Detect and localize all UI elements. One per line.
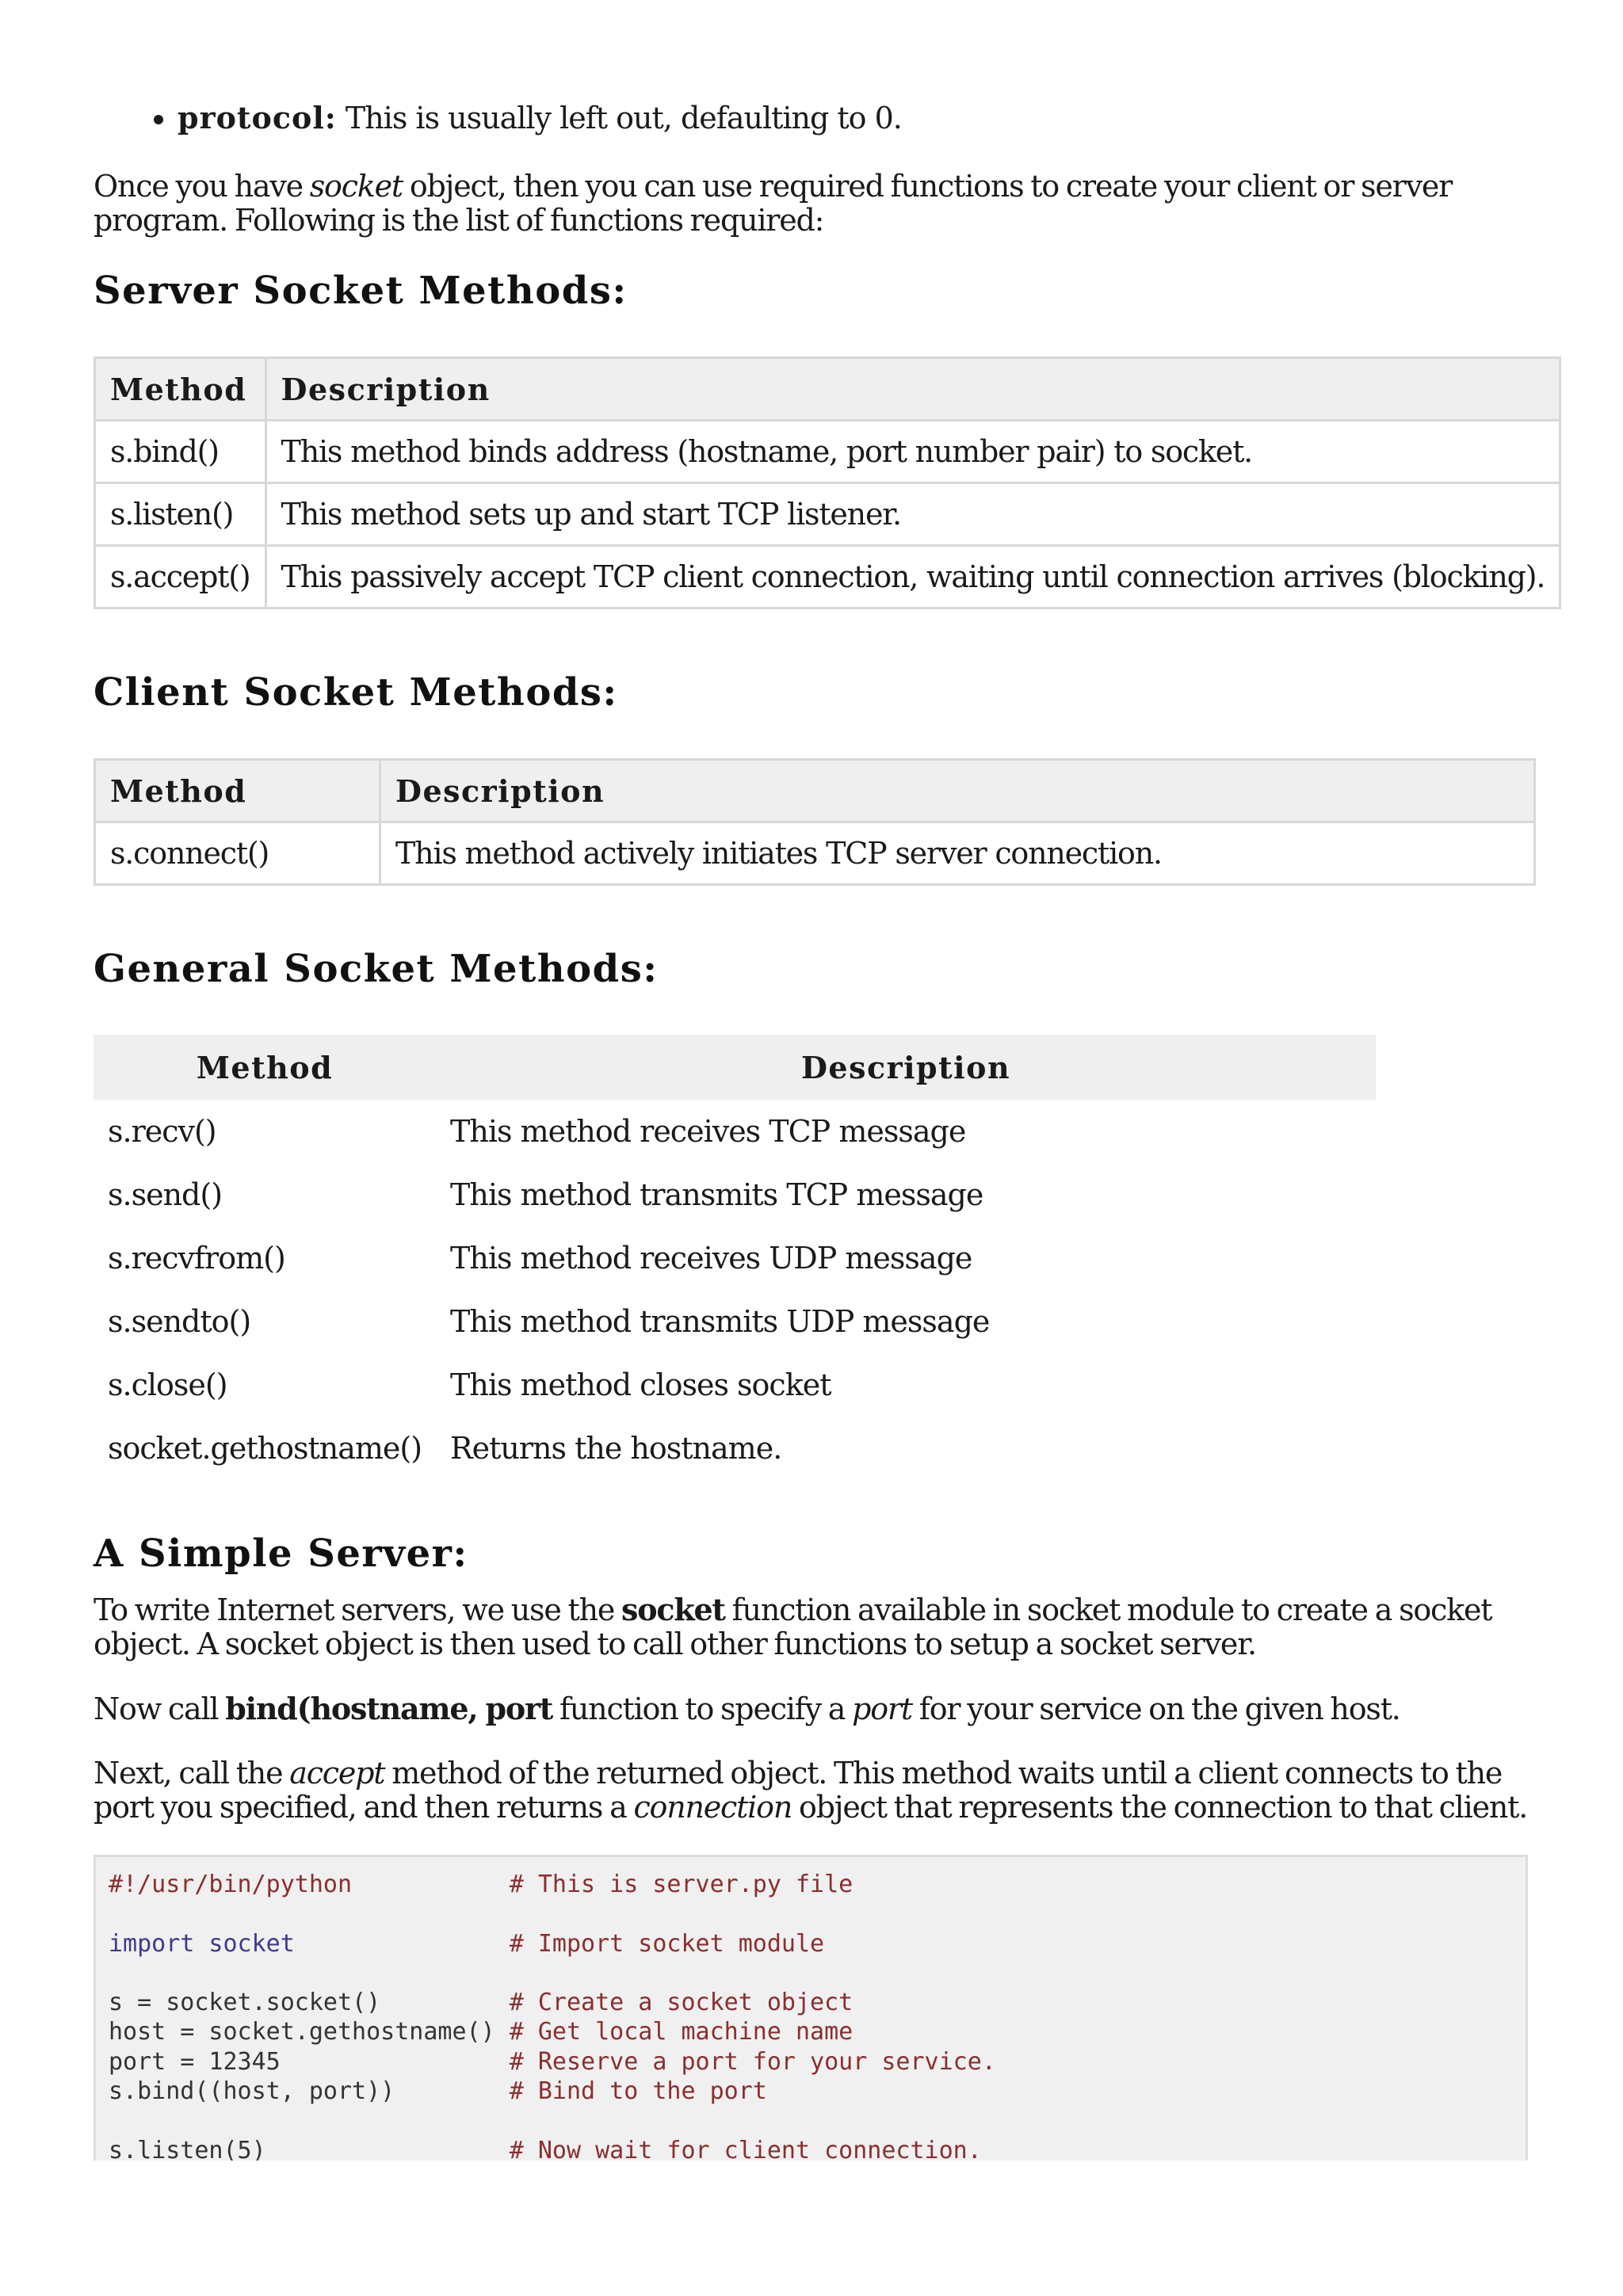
table-row — [95, 546, 1560, 608]
table-row — [94, 1163, 1376, 1226]
code-line-7-comment: # Bind to the port — [509, 2077, 767, 2106]
method-cell: s.sendto() — [108, 1304, 251, 1339]
simple-server-heading: A Simple Server: — [94, 1531, 468, 1576]
table-row — [95, 421, 1560, 483]
table-header-row — [95, 358, 1560, 421]
table-row — [94, 1100, 1376, 1163]
code-line-6-code: port = 12345 — [109, 2047, 510, 2076]
description-cell: Returns the hostname. — [450, 1431, 782, 1466]
method-cell: s.connect() — [95, 822, 380, 885]
method-cell: s.accept() — [95, 546, 266, 608]
intro-paragraph — [94, 170, 1536, 238]
code-line-4-comment: # Create a socket object — [509, 1989, 854, 2017]
code-line-6-comment: # Reserve a port for your service. — [509, 2047, 996, 2076]
intro-text-2: object, then you can use required functions to create your client or server program. Following is the list of functions required: — [94, 169, 1453, 238]
method-cell: s.send() — [108, 1177, 223, 1212]
method-cell: s.bind() — [95, 421, 266, 483]
column-header-method: Method — [95, 358, 266, 421]
simple-server-paragraph-1 — [94, 1592, 1536, 1661]
description-cell: This method transmits UDP message — [450, 1304, 990, 1339]
code-line-2-comment: # Import socket module — [509, 1929, 825, 1958]
intro-text-1: Once you have — [94, 169, 310, 204]
emphasis-text: port — [852, 1691, 912, 1726]
text: method of the returned object. This method waits until a client connects to the port you specified, and then returns a — [94, 1756, 1503, 1825]
text: for your service on the given host. — [911, 1691, 1400, 1726]
bullet-list — [94, 95, 1536, 141]
description-cell: This method receives UDP message — [450, 1241, 972, 1276]
text: function available in socket module to create a socket object. A socket object is then used to call other functions to setup a socket server. — [94, 1592, 1492, 1661]
code-line-9-code: s.listen(5) — [109, 2136, 510, 2161]
code-line-0-comment: # This is server.py file — [509, 1871, 854, 1898]
general-methods-heading: General Socket Methods: — [94, 947, 659, 991]
code-line-0-code: #!/usr/bin/python — [109, 1871, 510, 1898]
intro-emphasis: socket — [309, 169, 403, 204]
method-cell: s.recv() — [108, 1114, 216, 1149]
code-line-7-code: s.bind((host, port)) — [109, 2077, 510, 2106]
table-row — [95, 822, 1535, 885]
method-cell: s.close() — [108, 1367, 227, 1402]
bullet-term: protocol: — [178, 100, 337, 135]
client-methods-table — [94, 758, 1536, 886]
bold-text: bind(hostname, port — [225, 1691, 553, 1726]
description-cell: This method sets up and start TCP listener. — [265, 483, 1560, 546]
table-row — [94, 1290, 1376, 1353]
table-row — [94, 1353, 1376, 1417]
table-row — [94, 1417, 1376, 1480]
method-cell: s.listen() — [95, 483, 266, 546]
server-methods-heading: Server Socket Methods: — [94, 269, 628, 313]
column-header-method: Method — [94, 1035, 436, 1100]
table-row — [95, 483, 1560, 546]
method-cell: s.recvfrom() — [108, 1241, 285, 1276]
bullet-text: This is usually left out, defaulting to 0. — [336, 101, 902, 135]
server-methods-table — [94, 357, 1561, 609]
description-cell: This method receives TCP message — [450, 1114, 966, 1149]
bold-text: socket — [621, 1592, 725, 1627]
table-row — [94, 1226, 1376, 1290]
text: Now call — [94, 1691, 226, 1726]
emphasis-text: connection — [633, 1790, 792, 1825]
column-header-method: Method — [95, 760, 380, 822]
code-line-4-code: s = socket.socket() — [109, 1989, 510, 2017]
description-cell: This method actively initiates TCP server connection. — [380, 822, 1535, 885]
emphasis-text: accept — [289, 1756, 385, 1791]
text: To write Internet servers, we use the — [94, 1592, 622, 1627]
text: function to specify a — [552, 1691, 853, 1726]
code-content — [109, 1870, 1526, 2161]
description-cell: This passively accept TCP client connection, waiting until connection arrives (blocking). — [265, 546, 1560, 608]
description-cell: This method transmits TCP message — [450, 1177, 983, 1212]
column-header-description: Description — [265, 358, 1560, 421]
table-header-row — [95, 760, 1535, 822]
simple-server-paragraph-3 — [94, 1756, 1536, 1825]
simple-server-paragraph-2 — [94, 1691, 1536, 1726]
code-line-2-code: import socket — [109, 1929, 510, 1958]
general-methods-table — [94, 1035, 1376, 1480]
column-header-description: Description — [380, 760, 1535, 822]
description-cell: This method binds address (hostname, port number pair) to socket. — [265, 421, 1560, 483]
text: Next, call the — [94, 1756, 290, 1791]
bullet-item-protocol — [178, 95, 1536, 141]
table-header-row — [94, 1035, 1376, 1100]
client-methods-heading: Client Socket Methods: — [94, 670, 618, 715]
text: object that represents the connection to that client. — [792, 1790, 1528, 1825]
code-line-5-comment: # Get local machine name — [509, 2018, 854, 2046]
description-cell: This method closes socket — [450, 1367, 831, 1402]
method-cell: socket.gethostname() — [108, 1431, 422, 1466]
code-line-9-comment: # Now wait for client connection. — [509, 2136, 982, 2161]
page — [94, 95, 1545, 2161]
code-line-5-code: host = socket.gethostname() — [109, 2018, 510, 2046]
column-header-description: Description — [436, 1035, 1376, 1100]
code-block — [94, 1855, 1528, 2161]
